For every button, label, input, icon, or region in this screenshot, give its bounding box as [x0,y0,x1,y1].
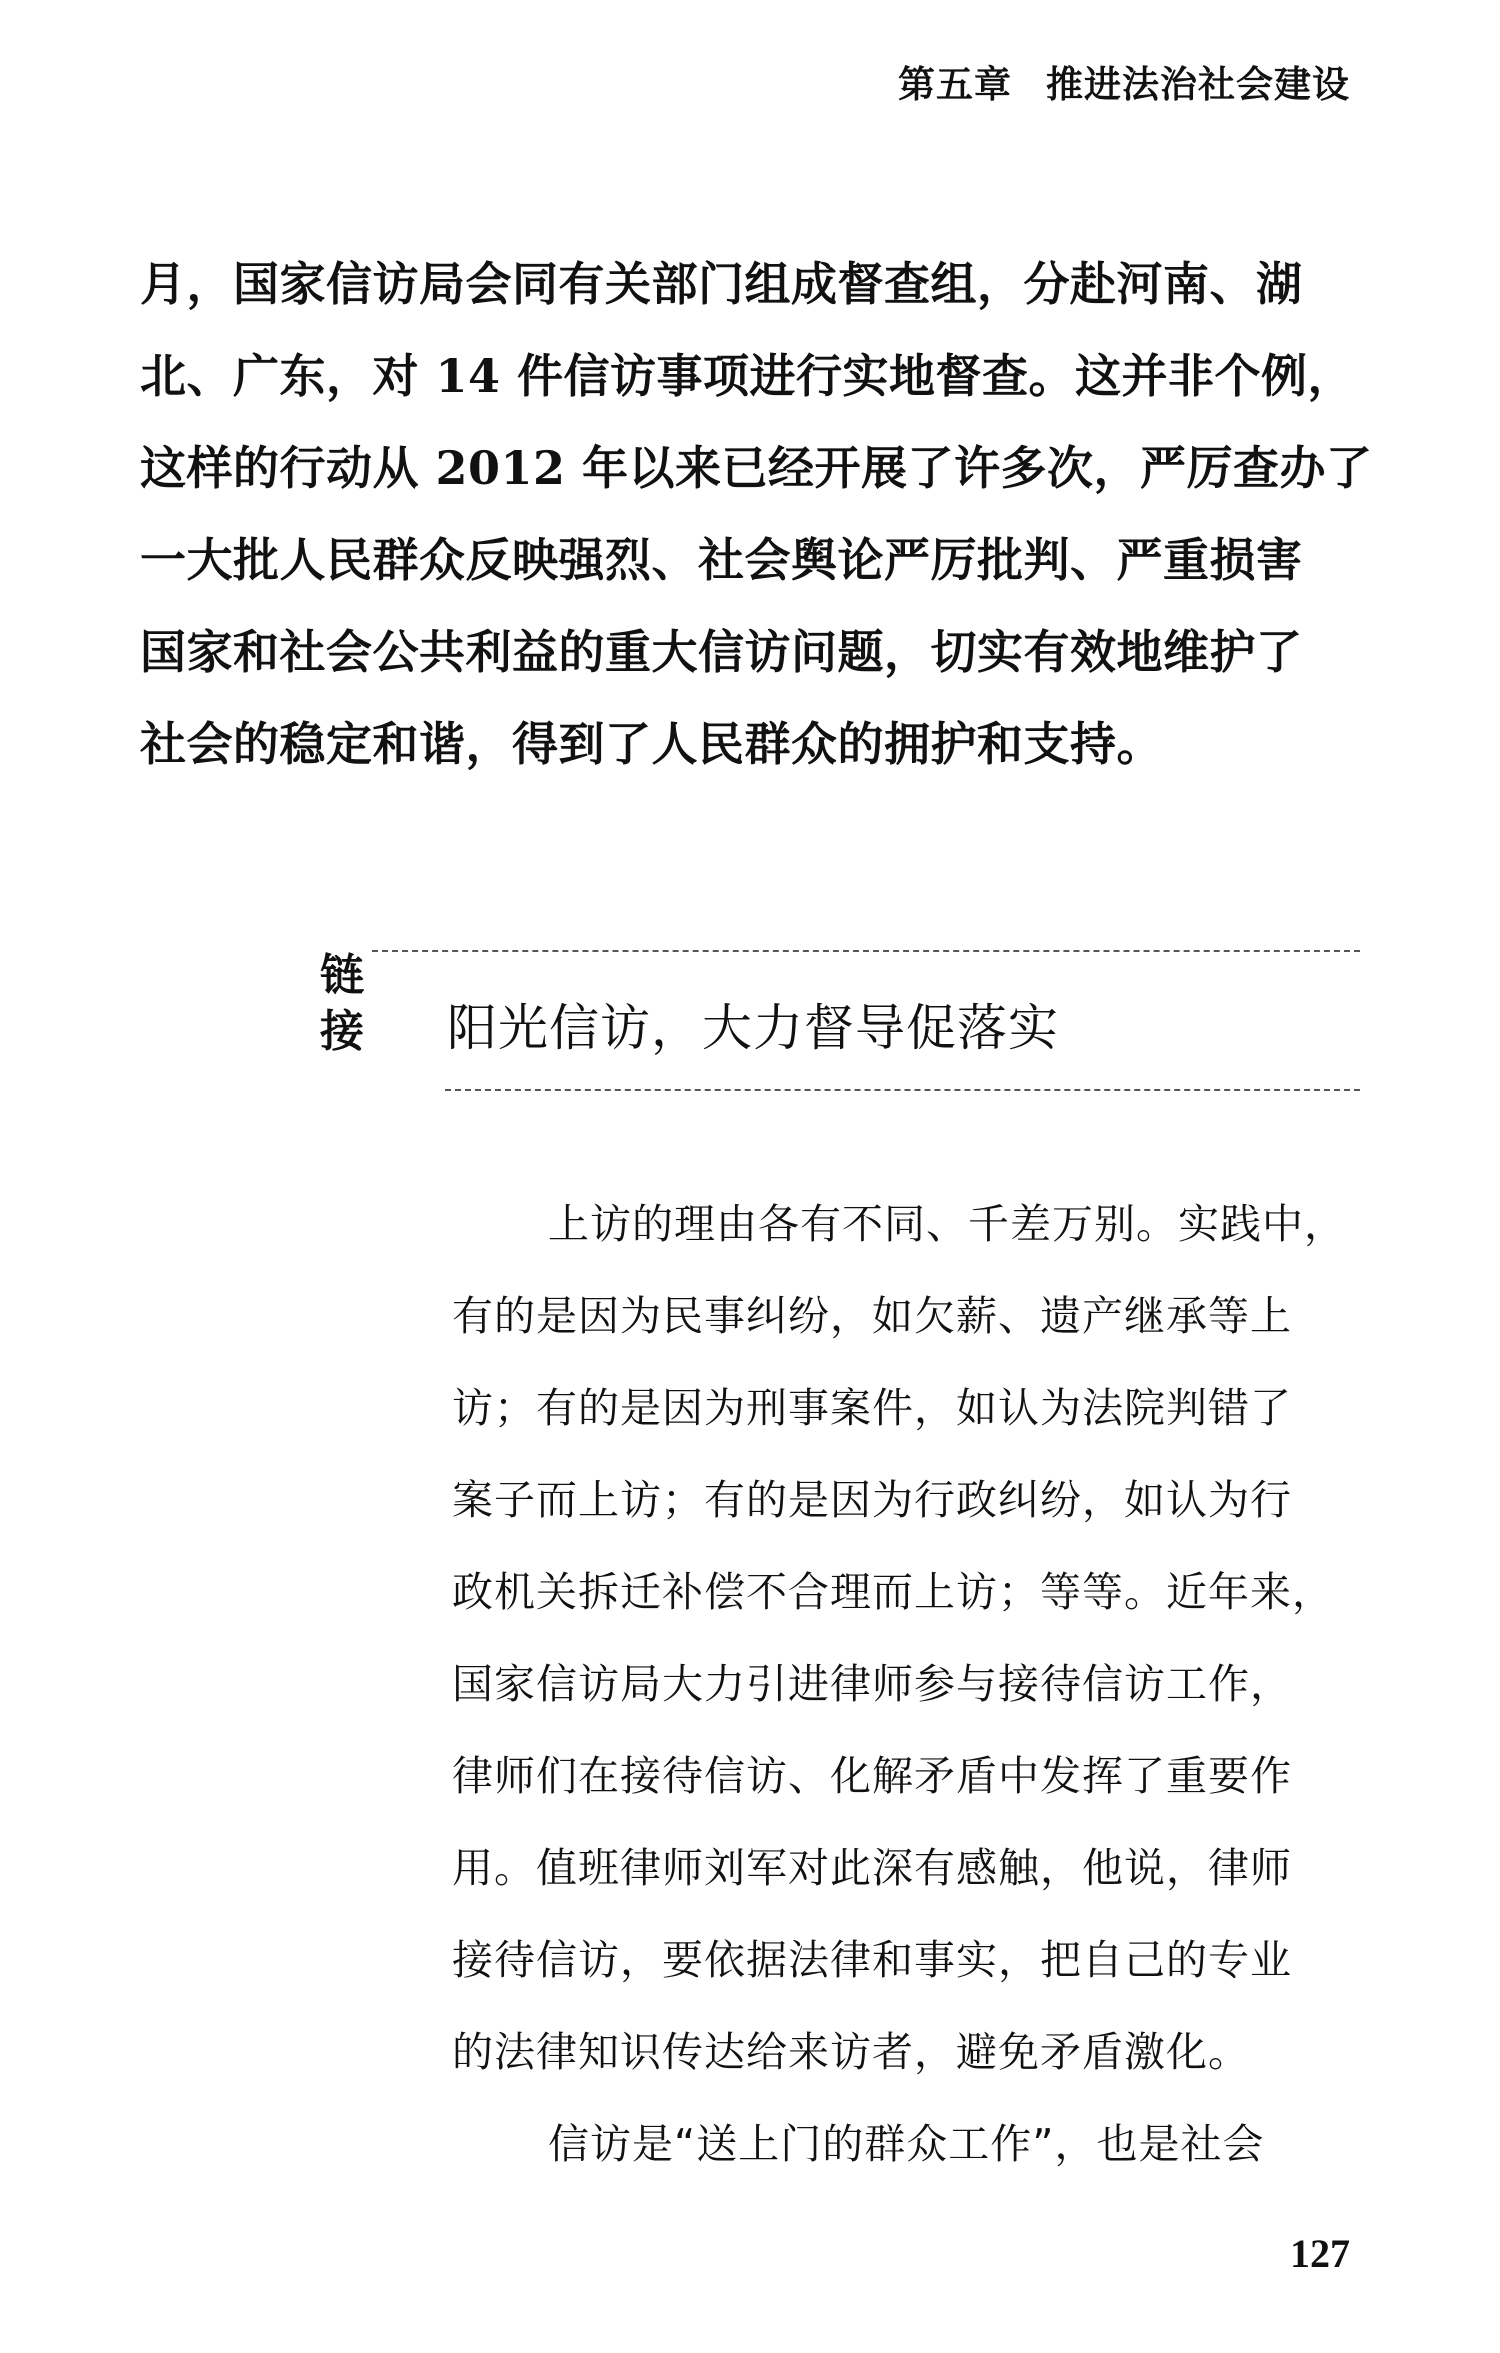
box-text-line: 上访的理由各有不同、千差万别。实践中， [548,1200,1346,1248]
link-box-body [452,1178,1372,2190]
box-text-line: 案子而上访；有的是因为行政纠纷，如认为行 [452,1476,1292,1524]
text-line: 北、广东，对 14 件信访事项进行实地督查。这并非个例， [140,349,1355,403]
link-label-char: 接 [320,1006,364,1057]
main-paragraph [140,238,1373,790]
text-line: 月，国家信访局会同有关部门组成督查组，分赴河南、湖 [140,257,1303,311]
link-box-top-rule [372,950,1360,952]
text-line: 国家和社会公共利益的重大信访问题，切实有效地维护了 [140,625,1303,679]
box-text-line: 信访是“送上门的群众工作”，也是社会 [548,2120,1265,2168]
box-text-line: 政机关拆迁补偿不合理而上访；等等。近年来， [452,1568,1334,1616]
box-text-line: 律师们在接待信访、化解矛盾中发挥了重要作 [452,1752,1292,1800]
page-number: 127 [1290,2231,1350,2276]
link-box-label [320,948,370,1060]
box-text-line: 的法律知识传达给来访者，避免矛盾激化。 [452,2028,1250,2076]
box-text-line: 国家信访局大力引进律师参与接待信访工作， [452,1660,1292,1708]
chapter-title: 推进法治社会建设 [1046,62,1350,106]
box-text-line: 有的是因为民事纠纷，如欠薪、遗产继承等上 [452,1292,1292,1340]
link-label-char: 链 [320,950,364,1001]
box-text-line: 用。值班律师刘军对此深有感触，他说，律师 [452,1844,1292,1892]
running-header [898,54,1350,108]
box-text-line: 访；有的是因为刑事案件，如认为法院判错了 [452,1384,1292,1432]
link-box-bottom-rule [445,1089,1360,1091]
link-box-title: 阳光信访，大力督导促落实 [447,999,1059,1057]
text-line: 社会的稳定和谐，得到了人民群众的拥护和支持。 [140,717,1163,771]
box-text-line: 接待信访，要依据法律和事实，把自己的专业 [452,1936,1292,1984]
chapter-number: 第五章 [898,62,1012,106]
text-line: 一大批人民群众反映强烈、社会舆论严厉批判、严重损害 [140,533,1303,587]
text-line: 这样的行动从 2012 年以来已经开展了许多次，严厉查办了 [140,441,1373,495]
